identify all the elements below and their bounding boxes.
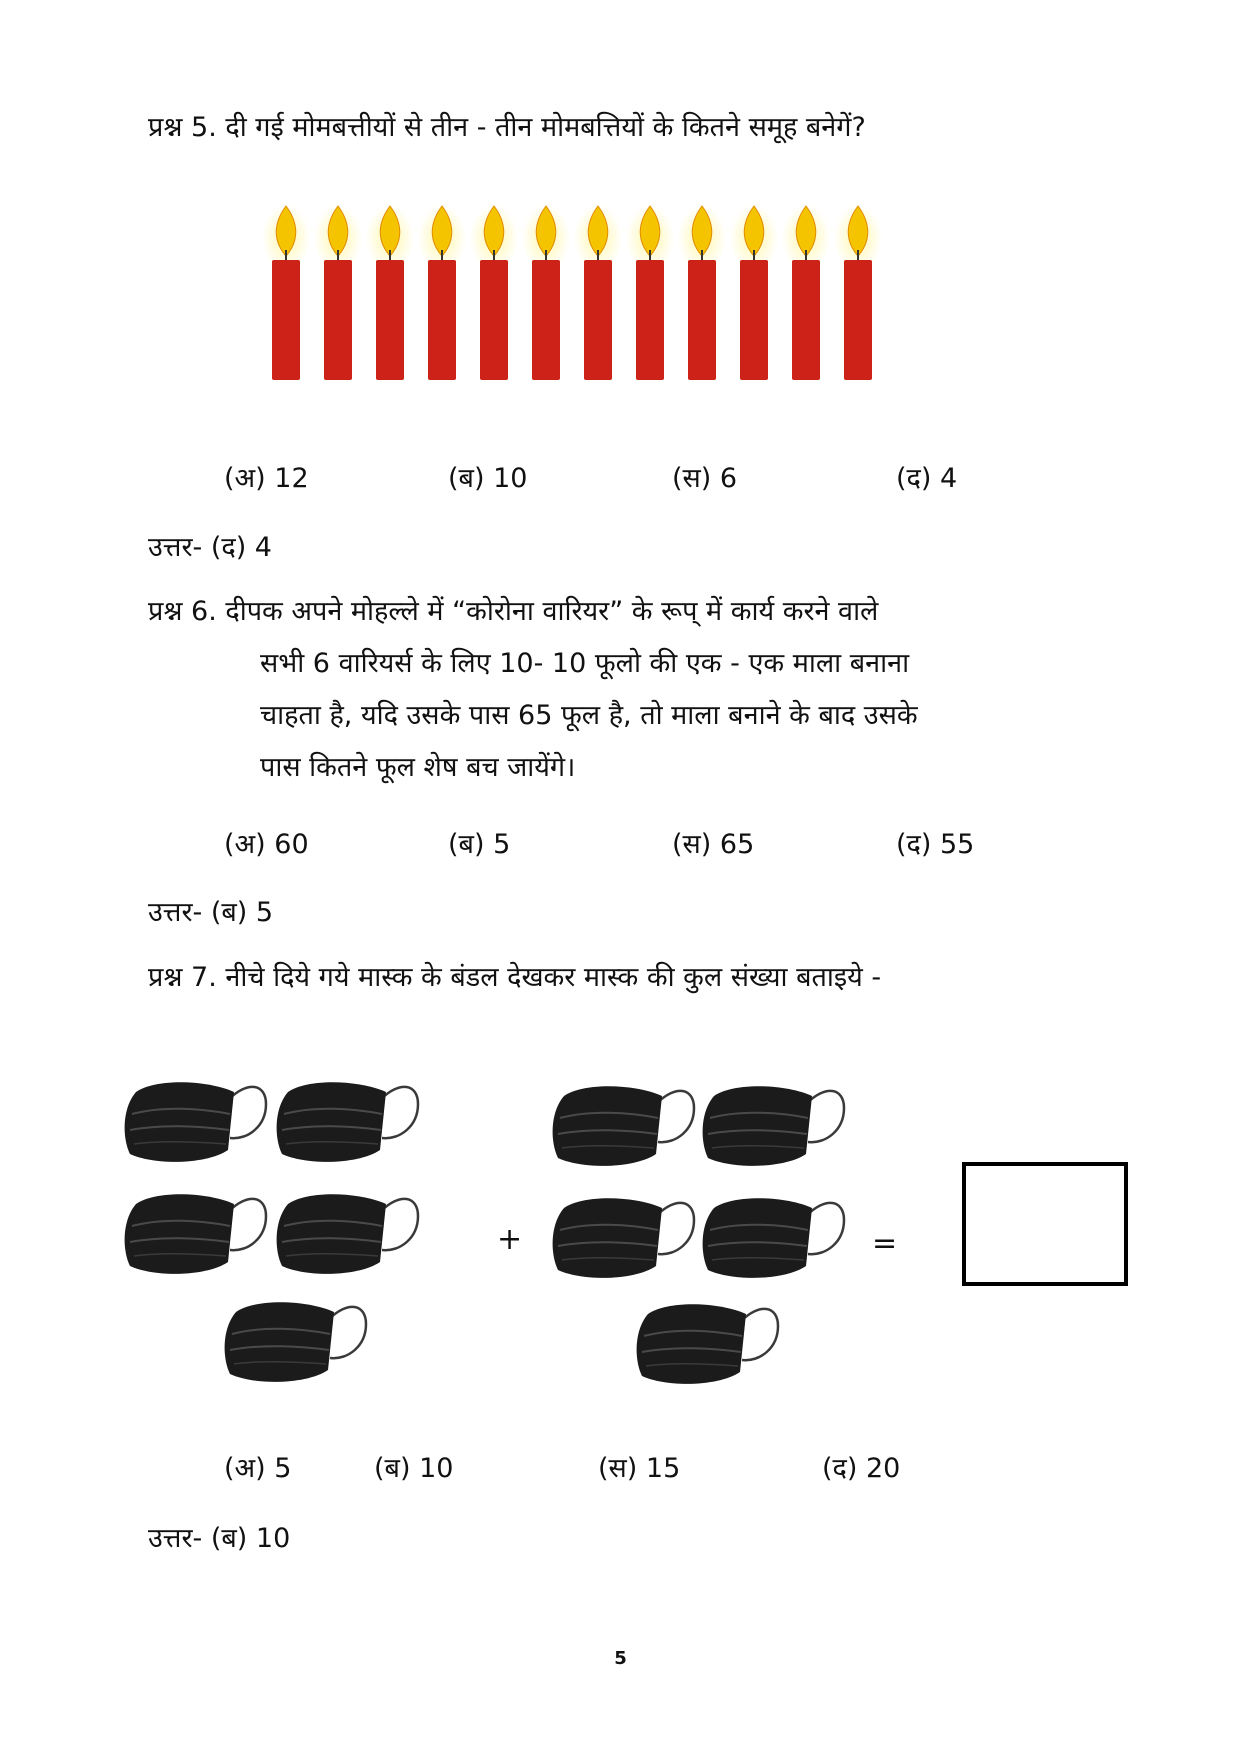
q5-option-c[interactable]: (स) 6 — [672, 463, 738, 494]
candle-icon — [730, 204, 778, 380]
equals-sign: = — [872, 1226, 898, 1261]
q5-answer: उत्तर- (द) 4 — [148, 532, 272, 563]
page-number: 5 — [614, 1648, 627, 1669]
candle-icon — [366, 204, 414, 380]
q7-option-b[interactable]: (ब) 10 — [374, 1453, 454, 1484]
face-mask-icon — [703, 1198, 844, 1278]
face-mask-icon — [225, 1302, 366, 1382]
face-mask-icon — [125, 1082, 266, 1162]
candle-icon — [678, 204, 726, 380]
question-6-line-2: सभी 6 वारियर्स के लिए 10- 10 फूलो की एक - एक माला बनाना — [260, 648, 910, 679]
q7-option-d[interactable]: (द) 20 — [822, 1453, 901, 1484]
face-mask-icon — [637, 1304, 778, 1384]
mask-bundle-right — [544, 1082, 844, 1402]
question-6-line-4: पास कितने फूल शेष बच जायेंगे। — [260, 752, 576, 783]
q6-answer: उत्तर- (ब) 5 — [148, 897, 274, 928]
face-mask-icon — [553, 1198, 694, 1278]
q5-option-d[interactable]: (द) 4 — [896, 463, 958, 494]
face-mask-icon — [125, 1194, 266, 1274]
q5-option-b[interactable]: (ब) 10 — [448, 463, 528, 494]
candle-icon — [470, 204, 518, 380]
q6-option-c[interactable]: (स) 65 — [672, 829, 755, 860]
candles-illustration — [262, 200, 922, 390]
q7-option-a[interactable]: (अ) 5 — [224, 1453, 292, 1484]
q5-option-a[interactable]: (अ) 12 — [224, 463, 309, 494]
question-6-line-3: चाहता है, यदि उसके पास 65 फूल है, तो माला बनाने के बाद उसके — [260, 700, 918, 731]
candle-icon — [262, 204, 310, 380]
question-5-text: प्रश्न 5. दी गई मोमबत्तीयों से तीन - तीन मोमबत्तियों के कितने समूह बनेगें? — [148, 112, 866, 143]
q6-option-d[interactable]: (द) 55 — [896, 829, 975, 860]
candle-icon — [782, 204, 830, 380]
candle-icon — [626, 204, 674, 380]
plus-sign: + — [497, 1222, 523, 1257]
candle-icon — [574, 204, 622, 380]
q6-option-a[interactable]: (अ) 60 — [224, 829, 309, 860]
candle-icon — [834, 204, 882, 380]
face-mask-icon — [703, 1086, 844, 1166]
candle-icon — [418, 204, 466, 380]
face-mask-icon — [277, 1082, 418, 1162]
candle-icon — [522, 204, 570, 380]
q7-answer: उत्तर- (ब) 10 — [148, 1523, 291, 1554]
answer-box[interactable] — [962, 1162, 1128, 1286]
q7-option-c[interactable]: (स) 15 — [598, 1453, 681, 1484]
face-mask-icon — [553, 1086, 694, 1166]
face-mask-icon — [277, 1194, 418, 1274]
candle-icon — [314, 204, 362, 380]
question-7-text: प्रश्न 7. नीचे दिये गये मास्क के बंडल देखकर मास्क की कुल संख्या बताइये - — [148, 962, 882, 993]
q6-option-b[interactable]: (ब) 5 — [448, 829, 511, 860]
mask-bundle-left — [116, 1078, 396, 1398]
question-6-line-1: प्रश्न 6. दीपक अपने मोहल्ले में “कोरोना वारियर” के रूप् में कार्य करने वाले — [148, 596, 879, 627]
